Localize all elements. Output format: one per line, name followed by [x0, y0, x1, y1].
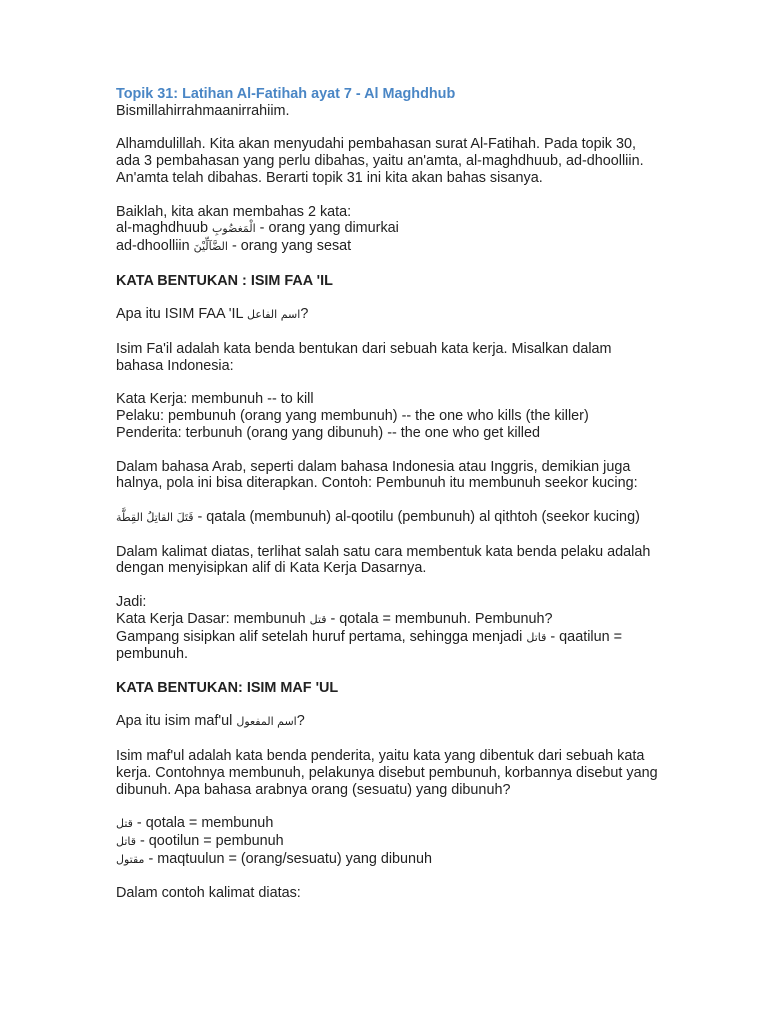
word-1-meaning: - orang yang dimurkai — [259, 220, 399, 237]
section-2-list — [116, 815, 661, 868]
example-kata-kerja: Kata Kerja: membunuh -- to kill — [116, 391, 314, 408]
word-1-arabic: الْمَغضُوبِ — [212, 222, 256, 236]
word-2-arabic: الضَّآلِّيْنَ — [193, 240, 228, 254]
section-2-closing: Dalam contoh kalimat diatas: — [116, 885, 301, 902]
list-item — [116, 815, 661, 833]
gampang-text: Gampang sisipkan alif setelah huruf pertama, sehingga menjadi — [116, 628, 523, 645]
section-1-heading: KATA BENTUKAN : ISIM FAA 'IL — [116, 272, 333, 289]
section-1-arab-note: Dalam bahasa Arab, seperti dalam bahasa Indonesia atau Inggris, demikian juga halnya, pola ini bisa diterapkan. Contoh: Pembunuh itu membunuh seekor kucing: — [116, 458, 638, 492]
document-page — [116, 86, 661, 919]
section-1-definition: Isim Fa'il adalah kata benda bentukan dari sebuah kata kerja. Misalkan dalam bahasa Indonesia: — [116, 340, 612, 374]
word-1-latin: al-maghdhuub — [116, 220, 209, 237]
section-1-sentence — [116, 509, 661, 527]
section-2-question-mark: ? — [296, 713, 305, 730]
gampang-after: - qaatilun = pembunuh. — [116, 628, 622, 663]
word-2-line — [116, 238, 661, 256]
sentence-latin: - qatala (membunuh) al-qootilu (pembunuh) al qithtoh (seekor kucing) — [197, 508, 640, 525]
section-2-definition: Isim maf'ul adalah kata benda penderita, yaitu kata yang dibentuk dari sebuah kata kerja. Contohnya membunuh, pelakunya disebut pembunuh, korbannya disebut yang dibunuh. Apa bahasa arabnya orang (sesuatu) yang dibunuh? — [116, 748, 658, 798]
section-2-question — [116, 713, 661, 731]
list-item-arabic: مقتول — [116, 852, 145, 866]
section-1-examples — [116, 391, 661, 441]
bismillah-line: Bismillahirrahmaanirrahiim. — [116, 102, 290, 119]
list-item — [116, 833, 661, 851]
word-2-latin: ad-dhoolliin — [116, 238, 190, 255]
kata-kerja-dasar-line — [116, 611, 661, 629]
words-block — [116, 204, 661, 256]
section-2-question-text: Apa itu isim maf'ul — [116, 713, 233, 730]
page-title: Topik 31: Latihan Al-Fatihah ayat 7 - Al Maghdhub — [116, 86, 456, 102]
dasar-text: Kata Kerja Dasar: membunuh — [116, 610, 306, 627]
dasar-arabic: قتل — [309, 612, 327, 626]
list-item-text: - qootilun = pembunuh — [140, 833, 284, 850]
intro-paragraph: Alhamdulillah. Kita akan menyudahi pembahasan surat Al-Fatihah. Pada topik 30, ada 3 pembahasan yang perlu dibahas, yaitu an'amta, al-maghdhuub, ad-dhoolliin. An'amta telah dibahas. Berarti topik 31 ini kita akan bahas sisanya. — [116, 136, 644, 186]
section-1-jadi-block — [116, 594, 661, 663]
word-1-line — [116, 220, 661, 238]
list-item-arabic: قتل — [116, 817, 133, 831]
list-item-text: - qotala = membunuh — [136, 815, 274, 832]
dasar-after: - qotala = membunuh. Pembunuh? — [330, 610, 553, 627]
word-2-meaning: - orang yang sesat — [231, 238, 352, 255]
section-1-question-text: Apa itu ISIM FAA 'IL — [116, 306, 243, 323]
list-item-text: - maqtuulun = (orang/sesuatu) yang dibunuh — [148, 850, 433, 867]
section-2-heading: KATA BENTUKAN: ISIM MAF 'UL — [116, 679, 339, 696]
list-item — [116, 851, 661, 869]
example-pelaku: Pelaku: pembunuh (orang yang membunuh) -- the one who kills (the killer) — [116, 408, 589, 425]
section-1-question-arabic: اسم الفاعل — [247, 308, 301, 322]
section-2-question-arabic: اسم المفعول — [236, 715, 297, 729]
section-1-explain: Dalam kalimat diatas, terlihat salah satu cara membentuk kata benda pelaku adalah dengan menyisipkan alif di Kata Kerja Dasarnya. — [116, 543, 651, 577]
section-1-question — [116, 306, 661, 324]
gampang-line — [116, 629, 661, 664]
gampang-arabic: قاتل — [526, 630, 547, 644]
example-penderita: Penderita: terbunuh (orang yang dibunuh) -- the one who get killed — [116, 424, 541, 441]
words-lead: Baiklah, kita akan membahas 2 kata: — [116, 203, 352, 220]
section-1-question-mark: ? — [300, 306, 309, 323]
jadi-label: Jadi: — [116, 593, 147, 610]
sentence-arabic: قَتَلَ القاتِلُ القِطَّة — [116, 510, 194, 524]
list-item-arabic: قاتل — [116, 835, 137, 849]
